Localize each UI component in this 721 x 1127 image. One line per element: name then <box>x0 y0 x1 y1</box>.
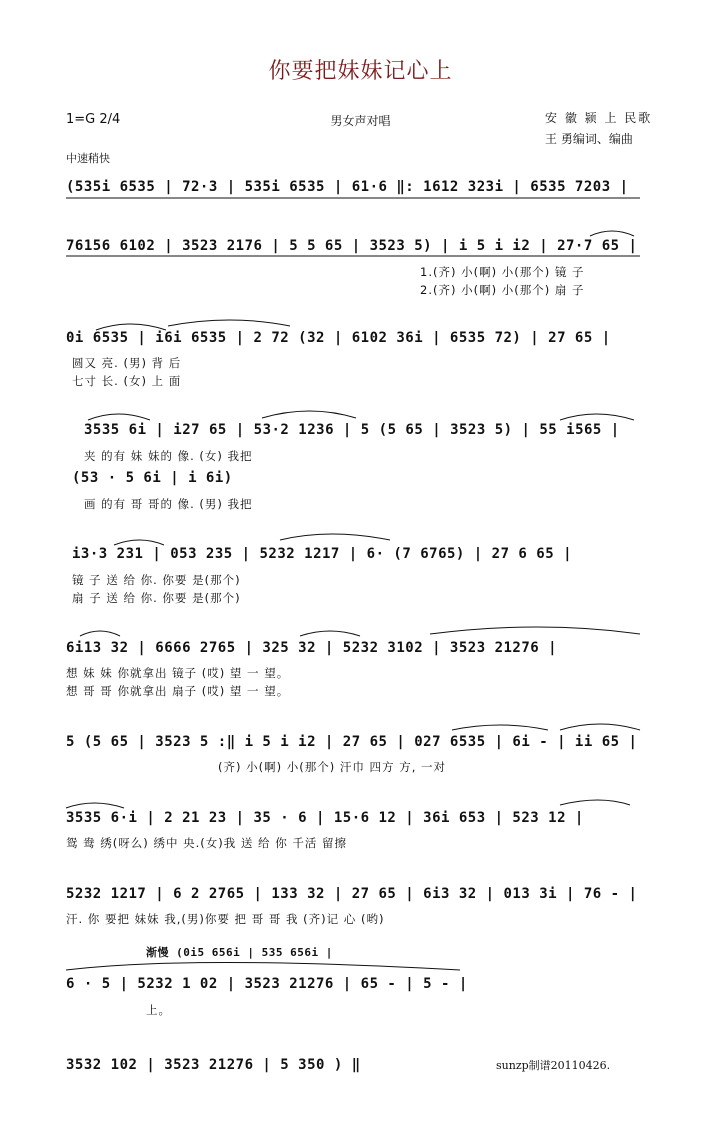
lyric-line-4: 夹 的有 妹 妹的 像. (女) 我把 <box>84 449 253 463</box>
lyric-line-6a: 想 妹 妹 你就拿出 镜子 (哎) 望 一 望。 <box>66 666 290 680</box>
key-signature: 1=G 2/4 <box>66 112 121 127</box>
lyric-line-5a: 镜 子 送 给 你. 你要 是(那个) <box>72 573 241 587</box>
tempo-marking: 中速稍快 <box>66 152 110 165</box>
song-title: 你要把妹妹记心上 <box>268 59 453 84</box>
staff-line-11: 6 · 5 | 5232 1 02 | 3523 21276 | 65 - | 5 - | <box>66 976 468 992</box>
staff-line-8: 3535 6·i | 2 21 23 | 35 · 6 | 15·6 12 | 36i 653 | 523 12 | <box>66 810 584 826</box>
transcriber-credit: sunzp制谱20110426. <box>496 1059 611 1072</box>
lyric-line-11: 上。 <box>146 1003 171 1017</box>
lyric-line-2a: 1.(齐) 小(啊) 小(那个) 镜 子 <box>420 265 585 279</box>
staff-line-9: 5232 1217 | 6 2 2765 | 133 32 | 27 65 | 6i3 32 | 013 3i | 76 - | <box>66 886 638 902</box>
song-source: 安 徽 颍 上 民歌 <box>545 111 653 125</box>
staff-line-4: 3535 6i | i27 65 | 53·2 1236 | 5 (5 65 | 3523 5) | 55 i565 | <box>84 422 620 438</box>
staff-line-6: 6i13 32 | 6666 2765 | 325 32 | 5232 3102 | 3523 21276 | <box>66 640 558 656</box>
lyric-line-2b: 2.(齐) 小(啊) 小(那个) 扇 子 <box>420 283 585 297</box>
lyric-line-8: 鸳 鸯 绣(呀么) 绣中 央.(女)我 送 给 你 千活 留擦 <box>66 836 347 850</box>
staff-line-4-alt: (53 · 5 6i | i 6i) <box>72 470 233 486</box>
staff-line-12: 3532 102 | 3523 21276 | 5 350 ) ‖ <box>66 1057 361 1073</box>
performance-type: 男女声对唱 <box>330 114 391 128</box>
lyric-line-4-alt: 画 的有 哥 哥的 像. (男) 我把 <box>84 497 253 511</box>
staff-line-5: i3·3 231 | 053 235 | 5232 1217 | 6· (7 6765) | 27 6 65 | <box>72 546 573 562</box>
staff-line-7: 5 (5 65 | 3523 5 :‖ i 5 i i2 | 27 65 | 027 6535 | 6i - | ii 65 | <box>66 734 638 750</box>
staff-line-10: 渐慢 (0i5 656i | 535 656i | <box>146 946 333 959</box>
lyric-line-5b: 扇 子 送 给 你. 你要 是(那个) <box>72 591 241 605</box>
song-authors: 王 勇编词、编曲 <box>545 132 633 146</box>
staff-line-2: 76156 6102 | 3523 2176 | 5 5 65 | 3523 5) | i 5 i i2 | 27·7 65 | <box>66 238 638 254</box>
staff-line-3: 0i 6535 | i6i 6535 | 2 72 (32 | 6102 36i | 6535 72) | 27 65 | <box>66 330 611 346</box>
lyric-line-6b: 想 哥 哥 你就拿出 扇子 (哎) 望 一 望。 <box>66 684 290 698</box>
staff-line-1: (535i 6535 | 72·3 | 535i 6535 | 61·6 ‖: 1612 323i | 6535 7203 | <box>66 179 629 195</box>
lyric-line-9: 汗. 你 要把 妹妹 我,(男)你要 把 哥 哥 我 (齐)记 心 (哟) <box>66 912 385 926</box>
lyric-line-3b: 七寸 长. (女) 上 面 <box>72 374 182 388</box>
lyric-line-7: (齐) 小(啊) 小(那个) 汗巾 四方 方, 一对 <box>218 760 447 774</box>
lyric-line-3a: 圆又 亮. (男) 背 后 <box>72 356 182 370</box>
